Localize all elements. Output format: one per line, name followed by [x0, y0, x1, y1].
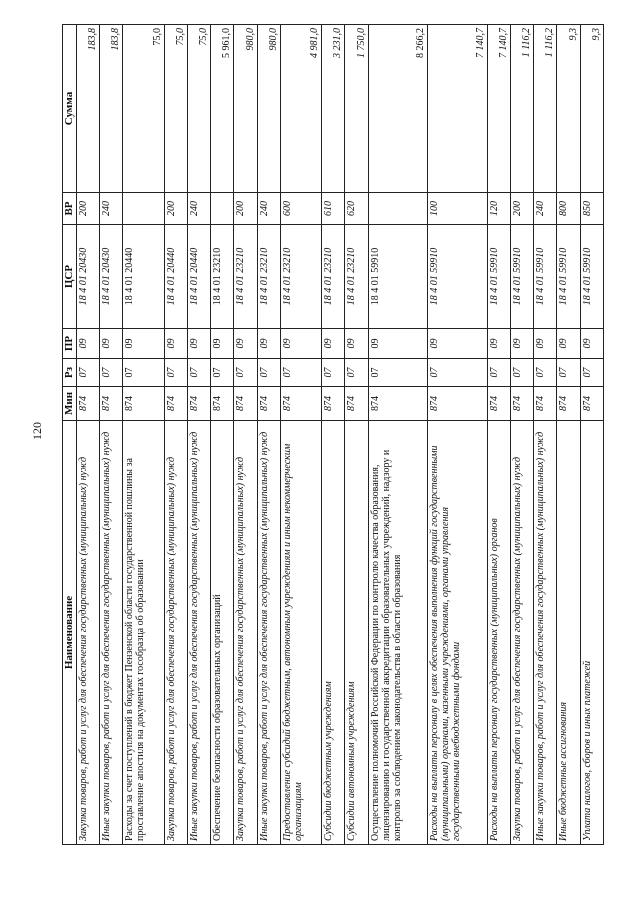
table-row: [164, 25, 187, 845]
cell-vr: 100: [428, 193, 488, 225]
cell-rz: 07: [511, 359, 534, 387]
table-row: [77, 25, 100, 845]
table-row: [257, 25, 280, 845]
table-row: [211, 25, 234, 845]
cell-csr: 18 4 01 59910: [511, 225, 534, 329]
cell-sum: 75,0: [123, 25, 164, 193]
header-sum: Сумма: [63, 25, 77, 193]
cell-csr: 18 4 01 59910: [580, 225, 603, 329]
cell-name: Закупка товаров, работ и услуг для обеспечения государственных (муниципальных) нужд: [511, 421, 534, 845]
cell-sum: 3 231,0: [322, 25, 345, 193]
cell-name: Закупка товаров, работ и услуг для обеспечения государственных (муниципальных) нужд: [234, 421, 257, 845]
cell-pr: 09: [368, 329, 428, 359]
cell-rz: 07: [368, 359, 428, 387]
cell-name: Закупка товаров, работ и услуг для обеспечения государственных (муниципальных) нужд: [164, 421, 187, 845]
cell-name: Иные закупки товаров, работ и услуг для обеспечения государственных (муниципальных) нужд: [100, 421, 123, 845]
table-row: [187, 25, 210, 845]
table-header-row: [63, 25, 77, 845]
cell-csr: 18 4 01 59910: [428, 225, 488, 329]
cell-min: 874: [257, 387, 280, 421]
cell-vr: 240: [187, 193, 210, 225]
cell-csr: 18 4 01 20440: [164, 225, 187, 329]
cell-pr: 09: [580, 329, 603, 359]
cell-min: 874: [234, 387, 257, 421]
cell-name: Иные закупки товаров, работ и услуг для обеспечения государственных (муниципальных) нужд: [257, 421, 280, 845]
cell-name: Осуществление полномочий Российской Федерации по контролю качества образования, лицензированию и государственной аккредитации образовательных учреждений, надзору и контролю за соблюдением законодательства в области образования: [368, 421, 428, 845]
cell-rz: 07: [487, 359, 510, 387]
cell-rz: 07: [534, 359, 557, 387]
cell-vr: 120: [487, 193, 510, 225]
cell-vr: 200: [77, 193, 100, 225]
cell-rz: 07: [345, 359, 368, 387]
cell-pr: 09: [511, 329, 534, 359]
cell-csr: 18 4 01 23210: [322, 225, 345, 329]
cell-rz: 07: [187, 359, 210, 387]
cell-min: 874: [368, 387, 428, 421]
header-pr: ПР: [63, 329, 77, 359]
cell-pr: 09: [557, 329, 580, 359]
cell-sum: 1 116,2: [534, 25, 557, 193]
cell-vr: 240: [100, 193, 123, 225]
cell-sum: 980,0: [234, 25, 257, 193]
cell-name: Закупка товаров, работ и услуг для обеспечения государственных (муниципальных) нужд: [77, 421, 100, 845]
table-row: [511, 25, 534, 845]
cell-csr: 18 4 01 59910: [534, 225, 557, 329]
cell-csr: 18 4 01 23210: [211, 225, 234, 329]
cell-vr: 200: [164, 193, 187, 225]
header-name: Наименование: [63, 421, 77, 845]
cell-min: 874: [580, 387, 603, 421]
cell-name: Иные бюджетные ассигнования: [557, 421, 580, 845]
cell-sum: 9,3: [557, 25, 580, 193]
cell-vr: 800: [557, 193, 580, 225]
cell-pr: 09: [100, 329, 123, 359]
cell-min: 874: [100, 387, 123, 421]
cell-min: 874: [487, 387, 510, 421]
table-body: [77, 25, 604, 845]
cell-rz: 07: [234, 359, 257, 387]
cell-pr: 09: [345, 329, 368, 359]
cell-pr: 09: [123, 329, 164, 359]
cell-rz: 07: [580, 359, 603, 387]
cell-name: Уплата налогов, сборов и иных платежей: [580, 421, 603, 845]
cell-min: 874: [345, 387, 368, 421]
cell-sum: 75,0: [164, 25, 187, 193]
cell-min: 874: [557, 387, 580, 421]
cell-rz: 07: [280, 359, 321, 387]
cell-vr: 620: [345, 193, 368, 225]
cell-pr: 09: [234, 329, 257, 359]
cell-min: 874: [123, 387, 164, 421]
table-row: [345, 25, 368, 845]
cell-rz: 07: [164, 359, 187, 387]
cell-sum: 183,8: [77, 25, 100, 193]
table-row: [100, 25, 123, 845]
cell-vr: [123, 193, 164, 225]
cell-vr: 610: [322, 193, 345, 225]
table-row: [428, 25, 488, 845]
cell-vr: 240: [257, 193, 280, 225]
cell-min: 874: [534, 387, 557, 421]
cell-sum: 4 981,0: [280, 25, 321, 193]
table-row: [487, 25, 510, 845]
cell-sum: 8 266,2: [368, 25, 428, 193]
cell-sum: 183,8: [100, 25, 123, 193]
cell-csr: 18 4 01 20430: [100, 225, 123, 329]
cell-min: 874: [511, 387, 534, 421]
cell-min: 874: [211, 387, 234, 421]
cell-sum: 7 140,7: [487, 25, 510, 193]
cell-name: Расходы на выплаты персоналу в целях обеспечения выполнения функций государственными (муниципальными) органами, казенными учреждениями, органами управления государственными внебюджетными фондами: [428, 421, 488, 845]
cell-sum: 1 116,2: [511, 25, 534, 193]
cell-name: Субсидии бюджетным учреждениям: [322, 421, 345, 845]
cell-name: Предоставление субсидий бюджетным, автономным учреждениям и иным некоммерческим организациям: [280, 421, 321, 845]
header-vr: ВР: [63, 193, 77, 225]
cell-sum: 9,3: [580, 25, 603, 193]
table-row: [557, 25, 580, 845]
cell-csr: 18 4 01 23210: [280, 225, 321, 329]
cell-pr: 09: [322, 329, 345, 359]
cell-vr: 850: [580, 193, 603, 225]
cell-pr: 09: [257, 329, 280, 359]
cell-vr: [368, 193, 428, 225]
cell-csr: 18 4 01 20440: [187, 225, 210, 329]
cell-vr: 200: [234, 193, 257, 225]
cell-pr: 09: [428, 329, 488, 359]
cell-min: 874: [280, 387, 321, 421]
table-row: [580, 25, 603, 845]
cell-pr: 09: [534, 329, 557, 359]
cell-pr: 09: [211, 329, 234, 359]
cell-csr: 18 4 01 59910: [368, 225, 428, 329]
cell-min: 874: [187, 387, 210, 421]
cell-pr: 09: [77, 329, 100, 359]
header-rz: Рз: [63, 359, 77, 387]
header-min: Мин: [63, 387, 77, 421]
page-number: 120: [30, 422, 44, 440]
budget-table-container: [62, 25, 604, 845]
cell-vr: 240: [534, 193, 557, 225]
cell-csr: 18 4 01 23210: [234, 225, 257, 329]
cell-rz: 07: [77, 359, 100, 387]
cell-pr: 09: [487, 329, 510, 359]
cell-csr: 18 4 01 59910: [487, 225, 510, 329]
cell-csr: 18 4 01 59910: [557, 225, 580, 329]
cell-min: 874: [428, 387, 488, 421]
cell-csr: 18 4 01 23210: [257, 225, 280, 329]
cell-vr: 600: [280, 193, 321, 225]
table-row: [534, 25, 557, 845]
table-row: [123, 25, 164, 845]
table-row: [322, 25, 345, 845]
cell-csr: 18 4 01 23210: [345, 225, 368, 329]
cell-rz: 07: [123, 359, 164, 387]
cell-name: Иные закупки товаров, работ и услуг для обеспечения государственных (муниципальных) нужд: [187, 421, 210, 845]
cell-sum: 7 140,7: [428, 25, 488, 193]
cell-min: 874: [77, 387, 100, 421]
cell-name: Субсидии автономным учреждениям: [345, 421, 368, 845]
header-csr: ЦСР: [63, 225, 77, 329]
cell-pr: 09: [280, 329, 321, 359]
cell-min: 874: [322, 387, 345, 421]
cell-name: Расходы за счет поступлений в бюджет Пензенской области государственной пошлины за проставление апостиля на документах гособразца об образовании: [123, 421, 164, 845]
cell-pr: 09: [187, 329, 210, 359]
cell-name: Расходы на выплаты персоналу государственных (муниципальных) органов: [487, 421, 510, 845]
cell-name: Иные закупки товаров, работ и услуг для обеспечения государственных (муниципальных) нужд: [534, 421, 557, 845]
cell-sum: 75,0: [187, 25, 210, 193]
cell-sum: 1 750,0: [345, 25, 368, 193]
cell-vr: [211, 193, 234, 225]
cell-min: 874: [164, 387, 187, 421]
cell-csr: 18 4 01 20430: [77, 225, 100, 329]
table-row: [234, 25, 257, 845]
cell-rz: 07: [428, 359, 488, 387]
budget-table: [62, 24, 604, 845]
cell-rz: 07: [100, 359, 123, 387]
cell-sum: 980,0: [257, 25, 280, 193]
cell-rz: 07: [257, 359, 280, 387]
cell-vr: 200: [511, 193, 534, 225]
cell-rz: 07: [211, 359, 234, 387]
cell-sum: 5 961,0: [211, 25, 234, 193]
cell-rz: 07: [322, 359, 345, 387]
cell-name: Обеспечение безопасности образовательных организаций: [211, 421, 234, 845]
table-row: [368, 25, 428, 845]
cell-rz: 07: [557, 359, 580, 387]
cell-pr: 09: [164, 329, 187, 359]
table-row: [280, 25, 321, 845]
cell-csr: 18 4 01 20440: [123, 225, 164, 329]
